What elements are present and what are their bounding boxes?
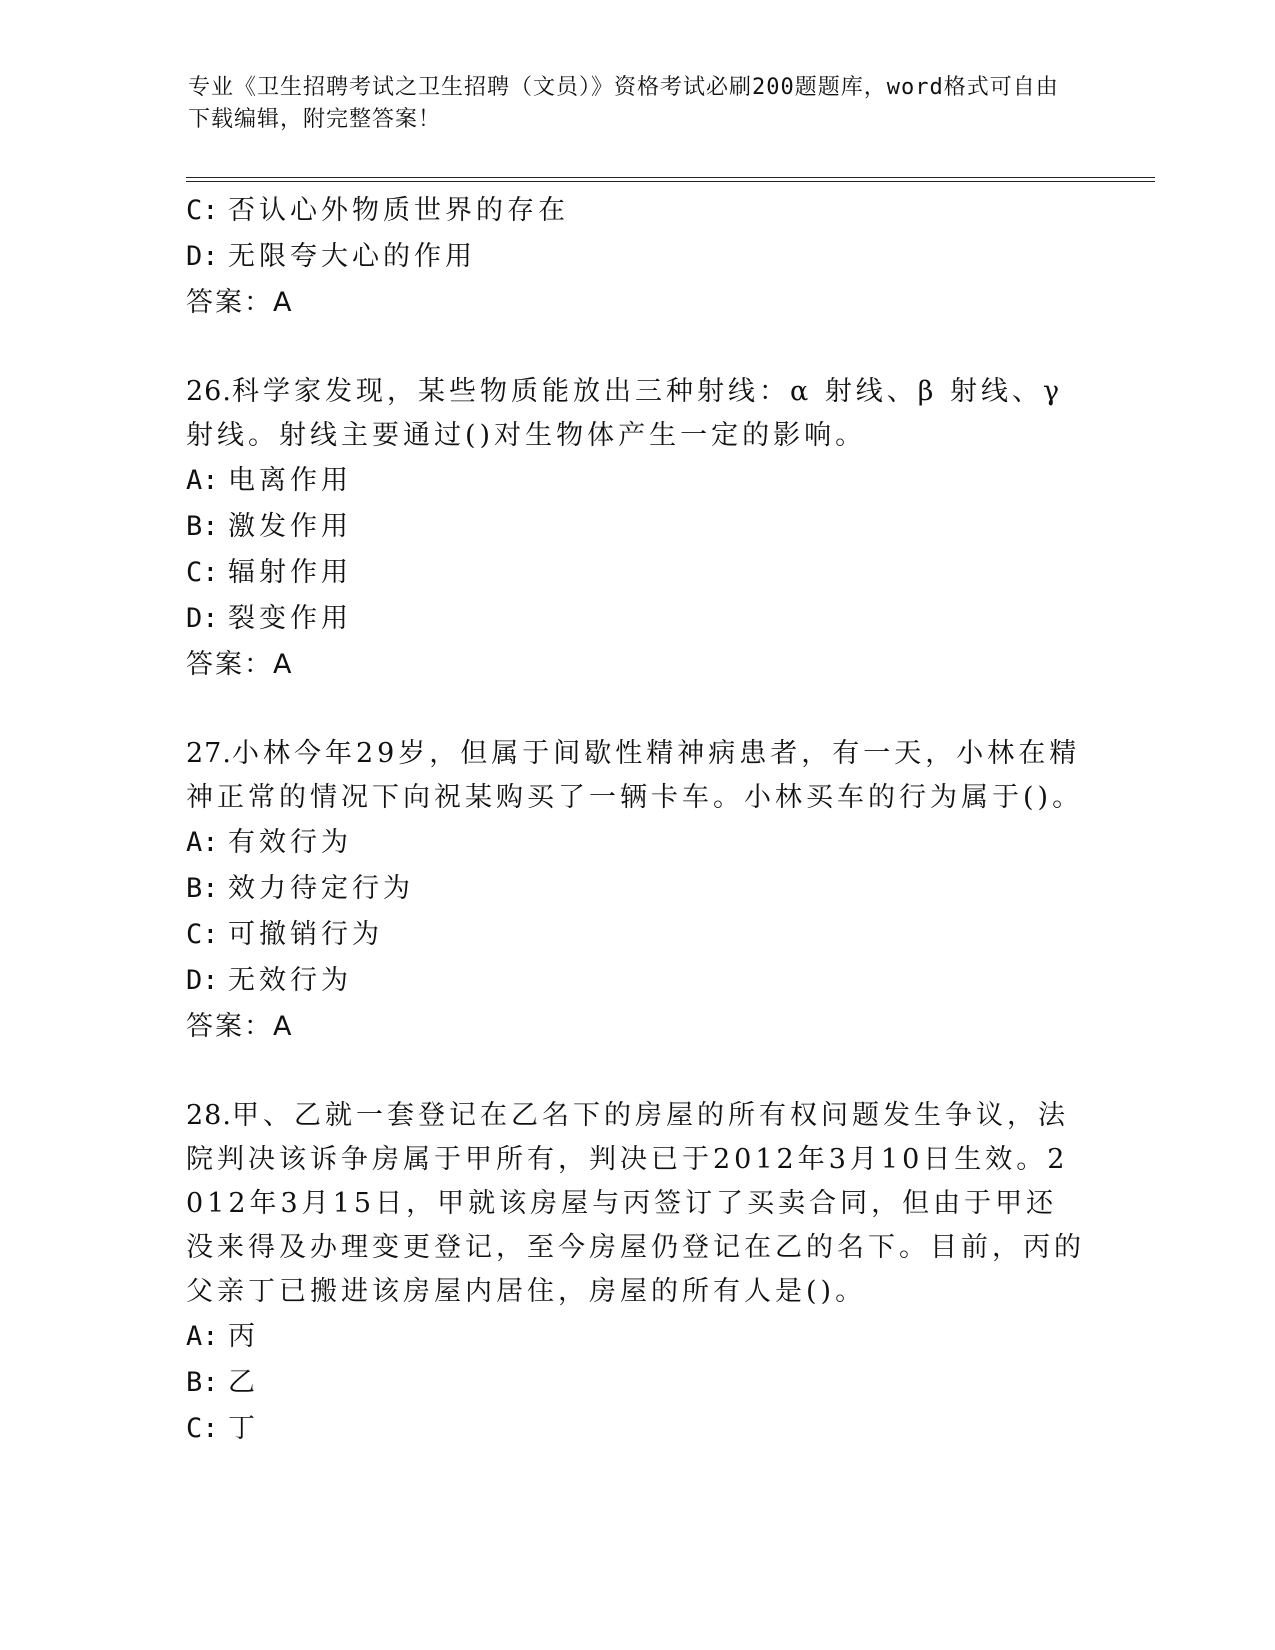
option-label: A: <box>186 827 219 858</box>
question-26 <box>186 370 1106 688</box>
answer-value: A <box>273 649 294 680</box>
option-text: 可撤销行为 <box>228 919 383 950</box>
question-stem <box>186 1094 1086 1314</box>
option-text: 乙 <box>228 1367 259 1398</box>
option-label: C: <box>186 919 219 950</box>
document-header: 专业《卫生招聘考试之卫生招聘（文员）》资格考试必刷200题题库，word格式可自由下载编辑，附完整答案！ <box>188 75 1059 132</box>
option-text: 否认心外物质世界的存在 <box>228 195 569 226</box>
option-c <box>186 1406 1106 1452</box>
option-b <box>186 1360 1106 1406</box>
option-text: 激发作用 <box>228 511 352 542</box>
option-c <box>186 550 1106 596</box>
option-label: D: <box>186 241 219 272</box>
question-stem <box>186 370 1086 458</box>
option-d <box>186 596 1106 642</box>
option-label: D: <box>186 965 219 996</box>
option-a <box>186 1314 1106 1360</box>
option-label: D: <box>186 603 219 634</box>
option-text: 无限夸大心的作用 <box>228 241 476 272</box>
option-b <box>186 866 1106 912</box>
question-number: 27. <box>186 738 232 769</box>
option-text: 电离作用 <box>228 465 352 496</box>
option-c <box>186 912 1106 958</box>
document-body <box>186 188 1106 1452</box>
option-label: C: <box>186 195 219 226</box>
option-text: 丁 <box>228 1413 259 1444</box>
option-label: A: <box>186 1321 219 1352</box>
answer-label: 答案： <box>186 1011 273 1042</box>
option-d <box>186 958 1106 1004</box>
option-label: B: <box>186 873 219 904</box>
option-label: C: <box>186 1413 219 1444</box>
option-b <box>186 504 1106 550</box>
question-27 <box>186 732 1106 1050</box>
option-label: B: <box>186 511 219 542</box>
answer-value: A <box>273 1011 294 1042</box>
option-text: 有效行为 <box>228 827 352 858</box>
question-text: 科学家发现，某些物质能放出三种射线：α 射线、β 射线、γ 射线。射线主要通过()对生物体产生一定的影响。 <box>186 376 1064 451</box>
option-text: 丙 <box>228 1321 259 1352</box>
option-label: A: <box>186 465 219 496</box>
answer-label: 答案： <box>186 649 273 680</box>
option-label: B: <box>186 1367 219 1398</box>
question-text: 小林今年29岁，但属于间歇性精神病患者，有一天，小林在精神正常的情况下向祝某购买了一辆卡车。小林买车的行为属于()。 <box>186 738 1084 813</box>
option-label: C: <box>186 557 219 588</box>
option-c <box>186 188 1106 234</box>
answer-line <box>186 1004 1106 1050</box>
prev-question-tail <box>186 188 1106 326</box>
option-text: 无效行为 <box>228 965 352 996</box>
option-text: 辐射作用 <box>228 557 352 588</box>
question-number: 28. <box>186 1100 232 1131</box>
answer-value: A <box>273 287 294 318</box>
answer-line <box>186 280 1106 326</box>
option-text: 效力待定行为 <box>228 873 414 904</box>
header-divider <box>186 177 1155 182</box>
option-a <box>186 458 1106 504</box>
option-a <box>186 820 1106 866</box>
answer-line <box>186 642 1106 688</box>
answer-label: 答案： <box>186 287 273 318</box>
option-d <box>186 234 1106 280</box>
question-28 <box>186 1094 1106 1452</box>
option-text: 裂变作用 <box>228 603 352 634</box>
question-stem <box>186 732 1086 820</box>
question-text: 甲、乙就一套登记在乙名下的房屋的所有权问题发生争议，法院判决该诉争房属于甲所有，判决已于2012年3月10日生效。2012年3月15日，甲就该房屋与丙签订了买卖合同，但由于甲还没来得及办理变更登记，至今房屋仍登记在乙的名下。目前，丙的父亲丁已搬进该房屋内居住，房屋的所有人是()。 <box>186 1100 1085 1307</box>
question-number: 26. <box>186 376 232 407</box>
